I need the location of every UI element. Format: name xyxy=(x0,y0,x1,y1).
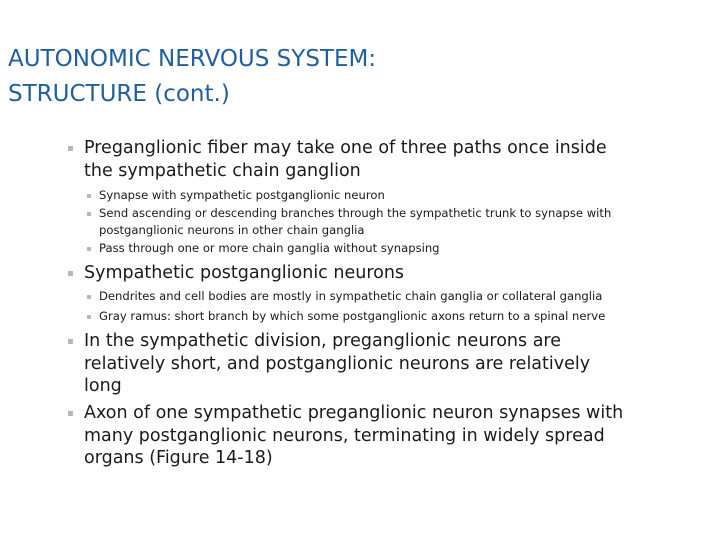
slide-title-line-1: AUTONOMIC NERVOUS SYSTEM: xyxy=(8,46,377,72)
list-item-line: many postganglionic neurons, terminating in widely spread xyxy=(84,425,605,446)
list-item-line: Sympathetic postganglionic neurons xyxy=(84,263,405,283)
list-item-line: organs (Figure 14-18) xyxy=(84,448,273,468)
sub-list-item-line: Gray ramus: short branch by which some postganglionic axons return to a spinal nerve xyxy=(99,309,606,323)
bullet-marker xyxy=(68,271,73,276)
list-item-line: Axon of one sympathetic preganglionic neuron synapses with xyxy=(84,403,624,423)
list-item xyxy=(84,262,699,285)
sub-list-item xyxy=(99,205,699,239)
bullet-marker xyxy=(68,339,73,344)
sub-bullet-marker xyxy=(87,194,91,198)
bullet-marker xyxy=(68,411,73,416)
sub-bullet-marker xyxy=(87,315,91,319)
list-item xyxy=(84,330,699,398)
sub-bullet-marker xyxy=(87,212,91,216)
sub-bullet-marker xyxy=(87,295,91,299)
list-item-line: Preganglionic fiber may take one of three paths once inside xyxy=(84,138,607,158)
sub-list-item xyxy=(99,308,699,325)
sub-list-item-line: postganglionic neurons in other chain ganglia xyxy=(99,223,365,237)
sub-bullet-marker xyxy=(87,247,91,251)
sub-list-item xyxy=(99,288,699,305)
list-item xyxy=(84,137,699,182)
slide-title-line-2: STRUCTURE (cont.) xyxy=(8,81,230,107)
list-item-line: In the sympathetic division, preganglionic neurons are xyxy=(84,331,561,351)
list-item-line: long xyxy=(84,376,122,396)
sub-list-item-line: Pass through one or more chain ganglia without synapsing xyxy=(99,241,440,255)
bullet-marker xyxy=(68,146,73,151)
sub-list-item-line: Send ascending or descending branches through the sympathetic trunk to synapse with xyxy=(99,206,612,220)
list-item-line: relatively short, and postganglionic neurons are relatively xyxy=(84,353,591,374)
sub-list-item xyxy=(99,240,699,257)
list-item-line: the sympathetic chain ganglion xyxy=(84,160,361,181)
sub-list-item-line: Dendrites and cell bodies are mostly in sympathetic chain ganglia or collateral ganglia xyxy=(99,289,603,303)
list-item xyxy=(84,402,699,470)
sub-list-item-line: Synapse with sympathetic postganglionic neuron xyxy=(99,188,385,202)
sub-list-item xyxy=(99,187,699,204)
